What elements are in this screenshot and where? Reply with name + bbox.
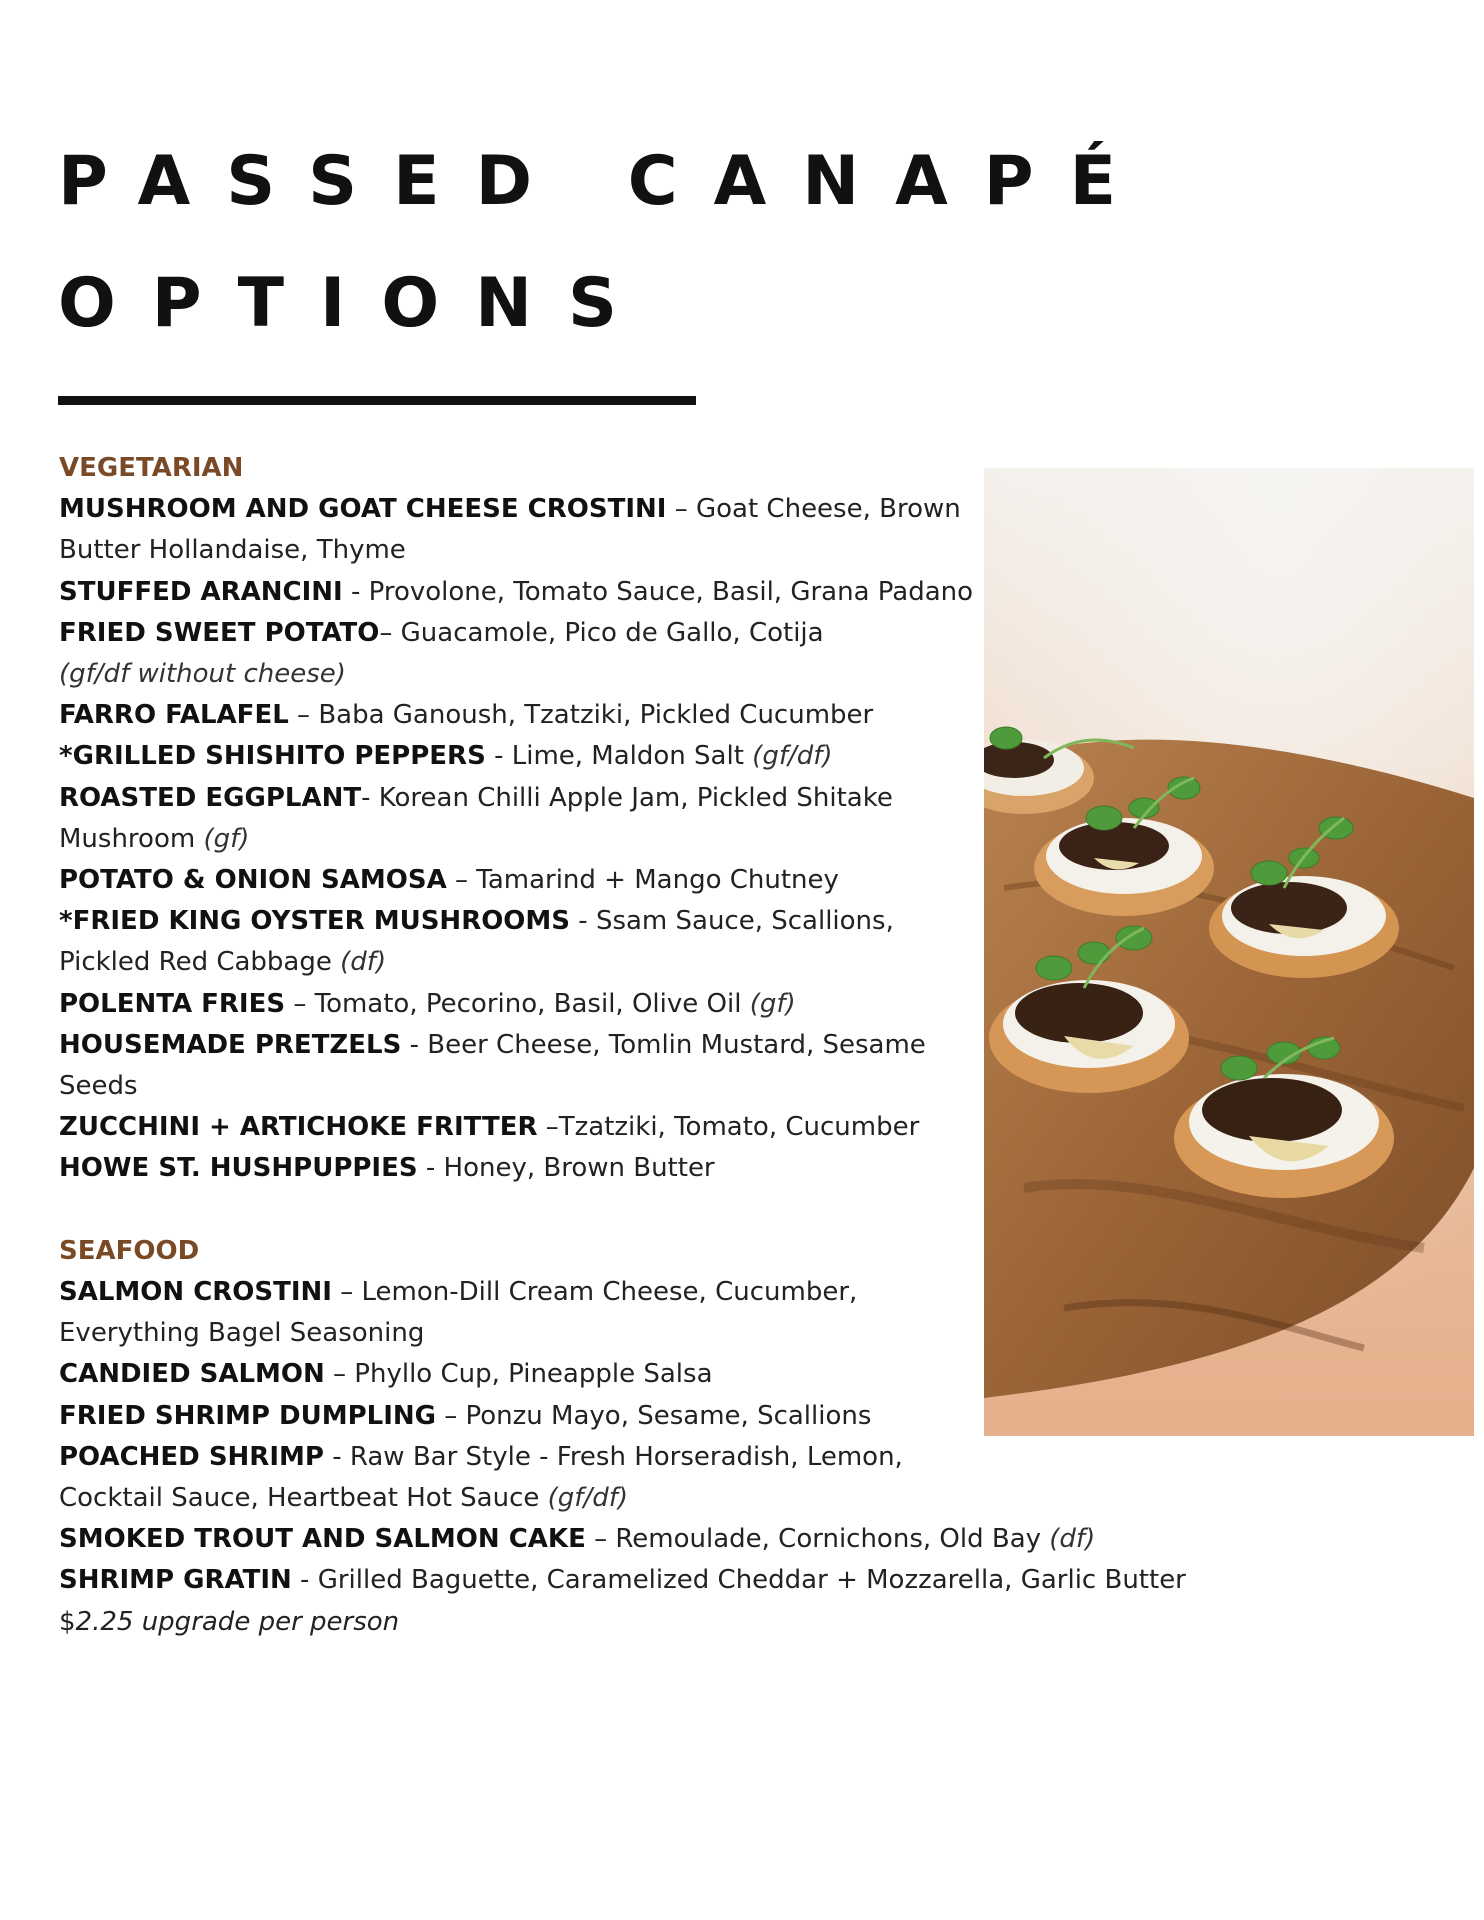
item-description: Honey, Brown Butter xyxy=(443,1153,715,1184)
menu-item xyxy=(59,613,989,695)
item-description: Phyllo Cup, Pineapple Salsa xyxy=(354,1359,713,1390)
item-description: Tzatziki, Tomato, Cucumber xyxy=(558,1112,920,1143)
menu-item xyxy=(59,736,989,777)
page-title-line-1: PASSED CANAPÉ xyxy=(58,142,1153,221)
item-description: Korean Chilli Apple Jam, Pickled Shitake Mushroom xyxy=(59,782,893,854)
menu-item xyxy=(59,489,989,571)
section-heading-vegetarian: VEGETARIAN xyxy=(59,453,244,483)
item-name: POTATO & ONION SAMOSA xyxy=(59,865,447,896)
item-name: HOWE ST. HUSHPUPPIES xyxy=(59,1153,418,1184)
upgrade-price-note xyxy=(59,1602,1399,1643)
item-separator: - xyxy=(417,1153,444,1184)
item-name: FRIED SHRIMP DUMPLING xyxy=(59,1400,436,1431)
menu-item xyxy=(59,901,989,983)
item-separator: - xyxy=(485,741,512,772)
item-name: *GRILLED SHISHITO PEPPERS xyxy=(59,741,486,772)
item-name: ZUCCHINI + ARTICHOKE FRITTER xyxy=(59,1112,538,1143)
item-separator: - xyxy=(361,782,379,813)
item-description: Lemon-Dill Cream Cheese, Cucumber, Everything Bagel Seasoning xyxy=(59,1277,858,1349)
menu-item xyxy=(59,1519,1399,1560)
item-description: Ponzu Mayo, Sesame, Scallions xyxy=(465,1400,872,1431)
item-dietary-note: (gf/df) xyxy=(547,1483,629,1514)
menu-item xyxy=(59,572,989,613)
item-description: Grilled Baguette, Caramelized Cheddar + Mozzarella, Garlic Butter xyxy=(317,1565,1186,1596)
item-separator: – xyxy=(285,988,315,1019)
item-separator: – xyxy=(331,1277,362,1308)
item-dietary-note: (gf) xyxy=(749,988,796,1019)
item-separator: - xyxy=(401,1029,428,1060)
item-dietary-note: (df) xyxy=(1049,1524,1096,1555)
item-name: FARRO FALAFEL xyxy=(59,700,289,731)
item-name: SMOKED TROUT AND SALMON CAKE xyxy=(59,1524,586,1555)
item-description: Remoulade, Cornichons, Old Bay xyxy=(615,1524,1042,1555)
item-description: Tamarind + Mango Chutney xyxy=(476,865,839,896)
menu-item xyxy=(59,1107,989,1148)
menu-item xyxy=(59,1437,989,1519)
item-dietary-note: (gf) xyxy=(203,823,250,854)
item-separator: – xyxy=(446,865,477,896)
item-name: FRIED SWEET POTATO xyxy=(59,617,380,648)
menu-item xyxy=(59,1560,1399,1601)
item-description: Lime, Maldon Salt xyxy=(511,741,744,772)
item-description: Tomato, Pecorino, Basil, Olive Oil xyxy=(314,988,742,1019)
item-name: STUFFED ARANCINI xyxy=(59,576,343,607)
item-name: MUSHROOM AND GOAT CHEESE CROSTINI xyxy=(59,494,667,525)
item-separator: - xyxy=(291,1565,318,1596)
item-separator: - xyxy=(570,906,596,937)
section-heading-seafood: SEAFOOD xyxy=(59,1235,200,1266)
currency-symbol: $ xyxy=(59,1606,76,1637)
item-separator: – xyxy=(324,1359,355,1390)
menu-item xyxy=(59,860,989,901)
item-separator: - xyxy=(342,576,369,607)
item-description: Beer Cheese, Tomlin Mustard, Sesame Seeds xyxy=(59,1029,926,1102)
item-dietary-note: (df) xyxy=(340,947,387,978)
item-dietary-note: (gf/df without cheese) xyxy=(59,659,346,689)
page-title-line-2: OPTIONS xyxy=(58,264,654,343)
menu-item xyxy=(59,1148,989,1189)
item-name: SHRIMP GRATIN xyxy=(59,1565,292,1596)
item-separator: – xyxy=(435,1400,466,1431)
menu-item xyxy=(59,984,989,1025)
menu-item xyxy=(59,695,989,736)
item-separator: - xyxy=(323,1441,350,1472)
item-name: POLENTA FRIES xyxy=(59,988,286,1019)
item-description: Ssam Sauce, Scallions, Pickled Red Cabbage xyxy=(59,906,894,978)
item-name: SALMON CROSTINI xyxy=(59,1277,332,1308)
item-description: Goat Cheese, Brown Butter Hollandaise, Thyme xyxy=(59,494,961,566)
item-dietary-note: (gf/df) xyxy=(752,741,833,772)
item-name: CANDIED SALMON xyxy=(59,1359,325,1390)
item-name: ROASTED EGGPLANT xyxy=(59,782,362,813)
title-divider xyxy=(58,396,696,405)
item-separator: – xyxy=(379,617,401,648)
menu-item xyxy=(59,1025,989,1107)
canape-photo xyxy=(984,468,1474,1436)
menu-item xyxy=(59,1354,989,1395)
item-name: POACHED SHRIMP xyxy=(59,1441,324,1472)
item-separator: – xyxy=(288,700,319,731)
item-name: *FRIED KING OYSTER MUSHROOMS xyxy=(59,906,571,937)
menu-item xyxy=(59,1272,989,1354)
item-description: Guacamole, Pico de Gallo, Cotija xyxy=(400,617,824,648)
crostini-on-olive-board-image xyxy=(984,468,1474,1436)
item-description: Baba Ganoush, Tzatziki, Pickled Cucumber xyxy=(318,700,874,731)
menu-item xyxy=(59,1396,989,1437)
item-description: Raw Bar Style - Fresh Horseradish, Lemon, Cocktail Sauce, Heartbeat Hot Sauce xyxy=(59,1441,903,1514)
menu-item xyxy=(59,778,989,860)
item-separator: – xyxy=(585,1524,616,1555)
item-separator: – xyxy=(666,494,696,525)
item-separator: – xyxy=(537,1112,559,1143)
upgrade-note-text: 2.25 upgrade per person xyxy=(75,1606,400,1637)
item-name: HOUSEMADE PRETZELS xyxy=(59,1029,402,1060)
item-description: Provolone, Tomato Sauce, Basil, Grana Padano xyxy=(368,576,974,607)
